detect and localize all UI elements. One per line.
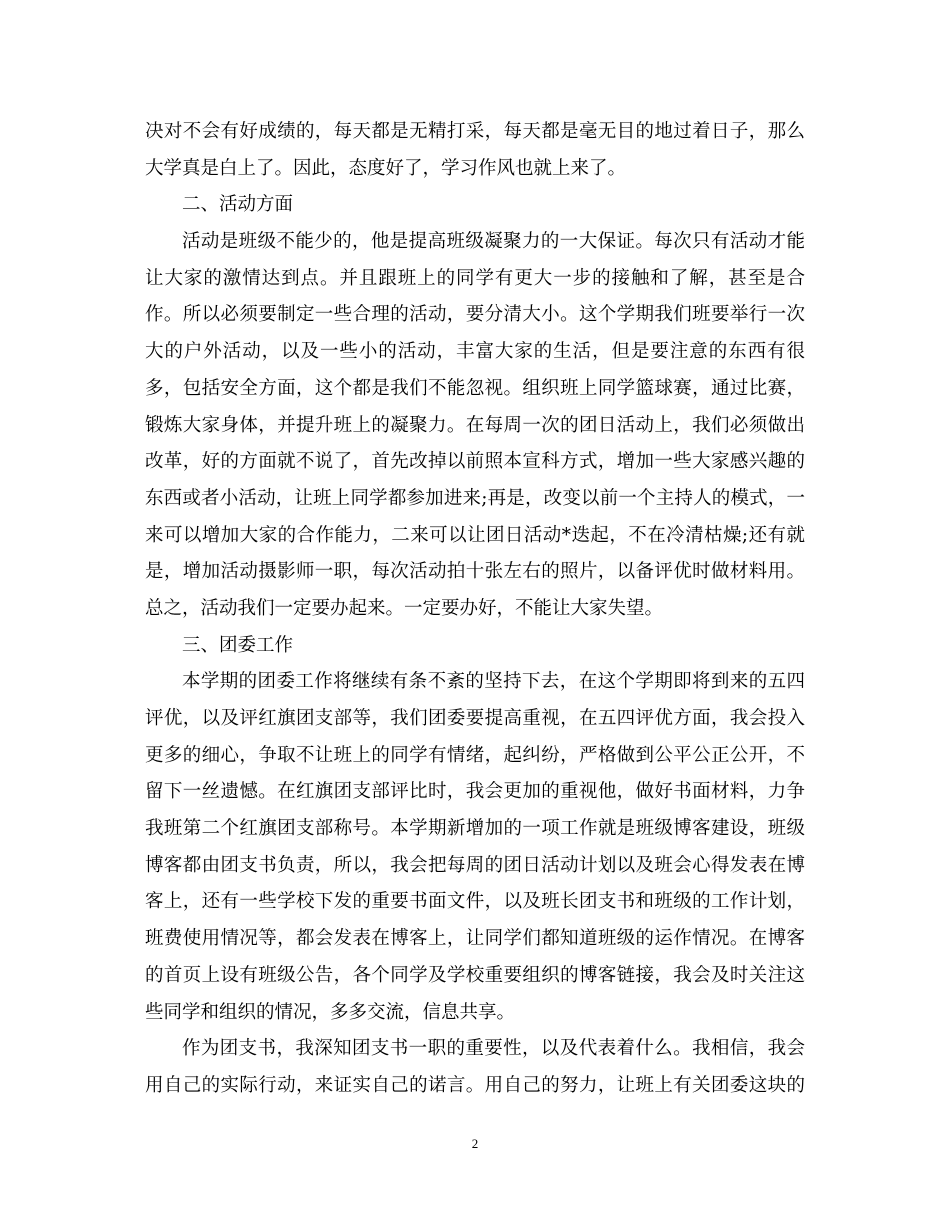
text-line: 作。所以必须要制定一些合理的活动，要分清大小。这个学期我们班要举行一次	[145, 304, 805, 326]
text-line: 客上，还有一些学校下发的重要书面文件，以及班长团支书和班级的工作计划，	[145, 891, 805, 913]
text-line: 更多的细心，争取不让班上的同学有情绪，起纠纷，严格做到公平公正公开，不	[145, 744, 805, 766]
text-line: 评优，以及评红旗团支部等，我们团委要提高重视，在五四评优方面，我会投入	[145, 708, 805, 729]
text-line: 决对不会有好成绩的，每天都是无精打采，每天都是毫无目的地过着日子，那么	[145, 121, 805, 142]
page-number: 2	[471, 1136, 479, 1151]
section-heading: 二、活动方面	[182, 194, 294, 216]
text-line: 的首页上设有班级公告，各个同学及学校重要组织的博客链接，我会及时关注这	[145, 964, 805, 986]
text-line: 多，包括安全方面，这个都是我们不能忽视。组织班上同学篮球赛，通过比赛，	[145, 377, 805, 399]
text-line: 大的户外活动，以及一些小的活动，丰富大家的生活，但是要注意的东西有很	[145, 341, 805, 363]
document-body	[145, 114, 805, 1105]
text-line: 东西或者小活动，让班上同学都参加进来;再是，改变以前一个主持人的模式，一	[145, 487, 805, 509]
text-line: 锻炼大家身体，并提升班上的凝聚力。在每周一次的团日活动上，我们必须做出	[145, 414, 805, 436]
text-line: 本学期的团委工作将继续有条不紊的坚持下去，在这个学期即将到来的五四	[182, 671, 805, 693]
text-line: 让大家的激情达到点。并且跟班上的同学有更大一步的接触和了解，甚至是合	[145, 267, 805, 289]
section-heading: 三、团委工作	[182, 634, 294, 656]
text-line: 总之，活动我们一定要办起来。一定要办好，不能让大家失望。	[145, 597, 664, 619]
text-line: 来可以增加大家的合作能力，二来可以让团日活动*迭起，不在冷清枯燥;还有就	[145, 524, 805, 546]
text-line: 用自己的实际行动，来证实自己的诺言。用自己的努力，让班上有关团委这块的	[145, 1074, 805, 1096]
text-line: 活动是班级不能少的，他是提高班级凝聚力的一大保证。每次只有活动才能	[182, 231, 805, 253]
text-line: 改革，好的方面就不说了，首先改掉以前照本宣科方式，增加一些大家感兴趣的	[145, 451, 805, 473]
text-line: 大学真是白上了。因此，态度好了，学习作风也就上来了。	[145, 157, 627, 179]
text-line: 是，增加活动摄影师一职，每次活动拍十张左右的照片，以备评优时做材料用。	[145, 561, 805, 583]
text-line: 留下一丝遗憾。在红旗团支部评比时，我会更加的重视他，做好书面材料，力争	[145, 781, 805, 803]
text-line: 作为团支书，我深知团支书一职的重要性，以及代表着什么。我相信，我会	[182, 1038, 805, 1060]
text-line: 班费使用情况等，都会发表在博客上，让同学们都知道班级的运作情况。在博客	[145, 928, 805, 950]
text-line: 我班第二个红旗团支部称号。本学期新增加的一项工作就是班级博客建设，班级	[145, 818, 805, 840]
text-line: 些同学和组织的情况，多多交流，信息共享。	[145, 1001, 516, 1023]
text-line: 博客都由团支书负责，所以，我会把每周的团日活动计划以及班会心得发表在博	[145, 854, 805, 876]
